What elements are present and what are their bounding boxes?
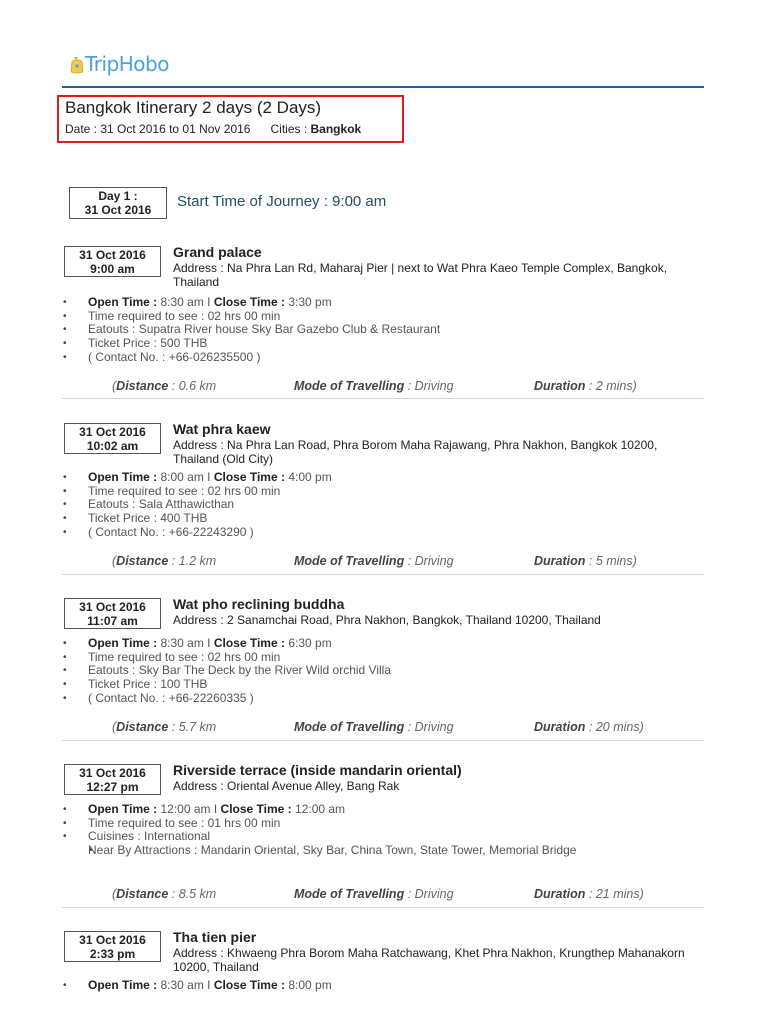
travel-duration: Duration : 5 mins) (534, 554, 637, 568)
open-label: Open Time : (88, 636, 158, 650)
hours-item: • Open Time : 8:30 am I Close Time : 8:00 pm (62, 979, 602, 993)
place-name[interactable]: Tha tien pier (173, 929, 257, 945)
open-time: 8:00 am (160, 470, 204, 484)
stop-date: 31 Oct 2016 (79, 933, 146, 947)
place-address: Address : Oriental Avenue Alley, Bang Rak (173, 779, 400, 793)
stop-date: 31 Oct 2016 (79, 248, 146, 262)
contact-number: • ( Contact No. : +66-22260335 ) (62, 692, 602, 706)
hours-item: • Open Time : 8:30 am I Close Time : 6:30 pm (62, 637, 602, 651)
travel-info (62, 554, 704, 568)
divider (62, 398, 704, 399)
stop-date: 31 Oct 2016 (79, 425, 146, 439)
place-details (62, 296, 602, 365)
travel-mode: Mode of Travelling : Driving (294, 720, 454, 734)
stop-datetime (64, 423, 161, 454)
logo-text-hobo: Hobo (118, 52, 169, 76)
travel-info (62, 720, 704, 734)
date-label: Date : (65, 122, 98, 136)
cities-value: Bangkok (310, 122, 362, 136)
stop-time: 11:07 am (87, 614, 138, 628)
place-name[interactable]: Wat phra kaew (173, 421, 271, 437)
time-required: • Time required to see : 02 hrs 00 min (62, 651, 602, 665)
place-address: Address : Na Phra Lan Road, Phra Borom Maha Rajawang, Phra Nakhon, Bangkok 10200, Thailand (Old City) (173, 438, 658, 466)
stop-time: 9:00 am (90, 262, 135, 276)
bag-icon (70, 54, 84, 74)
open-time: 8:30 am (160, 636, 204, 650)
nearby-attractions: • Near By Attractions : Mandarin Oriental, Sky Bar, China Town, State Tower, Memorial Bridge (62, 844, 602, 858)
eatouts: • Eatouts : Sala Atthawicthan (62, 498, 602, 512)
stop-datetime (64, 246, 161, 277)
stop-date: 31 Oct 2016 (79, 600, 146, 614)
open-time: 8:30 am (160, 978, 204, 992)
page-title: Bangkok Itinerary 2 days (2 Days) (65, 98, 322, 117)
close-time: 4:00 pm (288, 470, 332, 484)
stop-time: 12:27 pm (86, 780, 139, 794)
close-label: Close Time : (213, 978, 285, 992)
time-required: • Time required to see : 02 hrs 00 min (62, 485, 602, 499)
travel-info (62, 379, 704, 393)
itinerary-header (57, 95, 404, 143)
stop-datetime (64, 931, 161, 962)
ticket-price: • Ticket Price : 100 THB (62, 678, 602, 692)
stop-datetime (64, 598, 161, 629)
place-name[interactable]: Wat pho reclining buddha (173, 596, 345, 612)
close-label: Close Time : (213, 470, 285, 484)
divider (62, 740, 704, 741)
close-time: 3:30 pm (288, 295, 332, 309)
distance: (Distance : 1.2 km (112, 554, 217, 568)
distance: (Distance : 8.5 km (112, 887, 217, 901)
time-required: • Time required to see : 02 hrs 00 min (62, 310, 602, 324)
stop-time: 2:33 pm (89, 947, 136, 961)
place-address: Address : Na Phra Lan Rd, Maharaj Pier | next to Wat Phra Kaeo Temple Complex, Bangkok, Thailand (173, 261, 668, 289)
stop-datetime (64, 764, 161, 795)
open-label: Open Time : (88, 470, 158, 484)
divider (62, 907, 704, 908)
day-number: Day 1 : (98, 189, 138, 203)
close-label: Close Time : (213, 636, 285, 650)
distance: (Distance : 5.7 km (112, 720, 217, 734)
logo-text-trip: Trip (85, 52, 119, 76)
close-time: 12:00 am (295, 802, 346, 816)
place-details (62, 471, 602, 540)
place-name[interactable]: Grand palace (173, 244, 262, 260)
journey-start-time: Start Time of Journey : 9:00 am (177, 193, 387, 210)
header-rule (62, 86, 704, 88)
eatouts: • Eatouts : Supatra River house Sky Bar Gazebo Club & Restaurant (62, 323, 602, 337)
hours-item: • Open Time : 8:00 am I Close Time : 4:00 pm (62, 471, 602, 485)
open-label: Open Time : (88, 978, 158, 992)
travel-duration: Duration : 21 mins) (534, 887, 644, 901)
travel-info (62, 887, 704, 901)
ticket-price: • Ticket Price : 400 THB (62, 512, 602, 526)
time-required: • Time required to see : 01 hrs 00 min (62, 817, 602, 831)
close-label: Close Time : (213, 295, 285, 309)
place-address: Address : Khwaeng Phra Borom Maha Ratchawang, Khet Phra Nakhon, Krungthep Mahanakorn 10200, Thailand (173, 946, 685, 974)
cuisines: • Cuisines : International (62, 830, 602, 844)
open-label: Open Time : (88, 802, 158, 816)
place-details (62, 979, 602, 993)
ticket-price: • Ticket Price : 500 THB (62, 337, 602, 351)
eatouts: • Eatouts : Sky Bar The Deck by the River Wild orchid Villa (62, 664, 602, 678)
close-label: Close Time : (220, 802, 292, 816)
hours-item: • Open Time : 12:00 am I Close Time : 12:00 am (62, 803, 602, 817)
contact-number: • ( Contact No. : +66-22243290 ) (62, 526, 602, 540)
stop-time: 10:02 am (86, 439, 139, 453)
open-time: 8:30 am (160, 295, 204, 309)
hours-item: • Open Time : 8:30 am I Close Time : 3:30 pm (62, 296, 602, 310)
divider (62, 574, 704, 575)
place-name[interactable]: Riverside terrace (inside mandarin oriental) (173, 762, 462, 778)
travel-mode: Mode of Travelling : Driving (294, 554, 454, 568)
close-time: 6:30 pm (288, 636, 332, 650)
travel-duration: Duration : 2 mins) (534, 379, 637, 393)
travel-duration: Duration : 20 mins) (534, 720, 644, 734)
triphobo-logo[interactable] (70, 44, 169, 84)
close-time: 8:00 pm (288, 978, 332, 992)
day-date: 31 Oct 2016 (84, 203, 152, 217)
open-label: Open Time : (88, 295, 158, 309)
distance: (Distance : 0.6 km (112, 379, 217, 393)
open-time: 12:00 am (160, 802, 211, 816)
place-address: Address : 2 Sanamchai Road, Phra Nakhon, Bangkok, Thailand 10200, Thailand (173, 613, 601, 627)
place-details (62, 637, 602, 706)
itinerary-meta (65, 122, 361, 136)
cities-label: Cities : (270, 122, 308, 136)
travel-mode: Mode of Travelling : Driving (294, 887, 454, 901)
stop-date: 31 Oct 2016 (79, 766, 146, 780)
date-value: 31 Oct 2016 to 01 Nov 2016 (100, 122, 251, 136)
contact-number: • ( Contact No. : +66-026235500 ) (62, 351, 602, 365)
day-badge (69, 187, 167, 219)
travel-mode: Mode of Travelling : Driving (294, 379, 454, 393)
place-details (62, 803, 602, 858)
